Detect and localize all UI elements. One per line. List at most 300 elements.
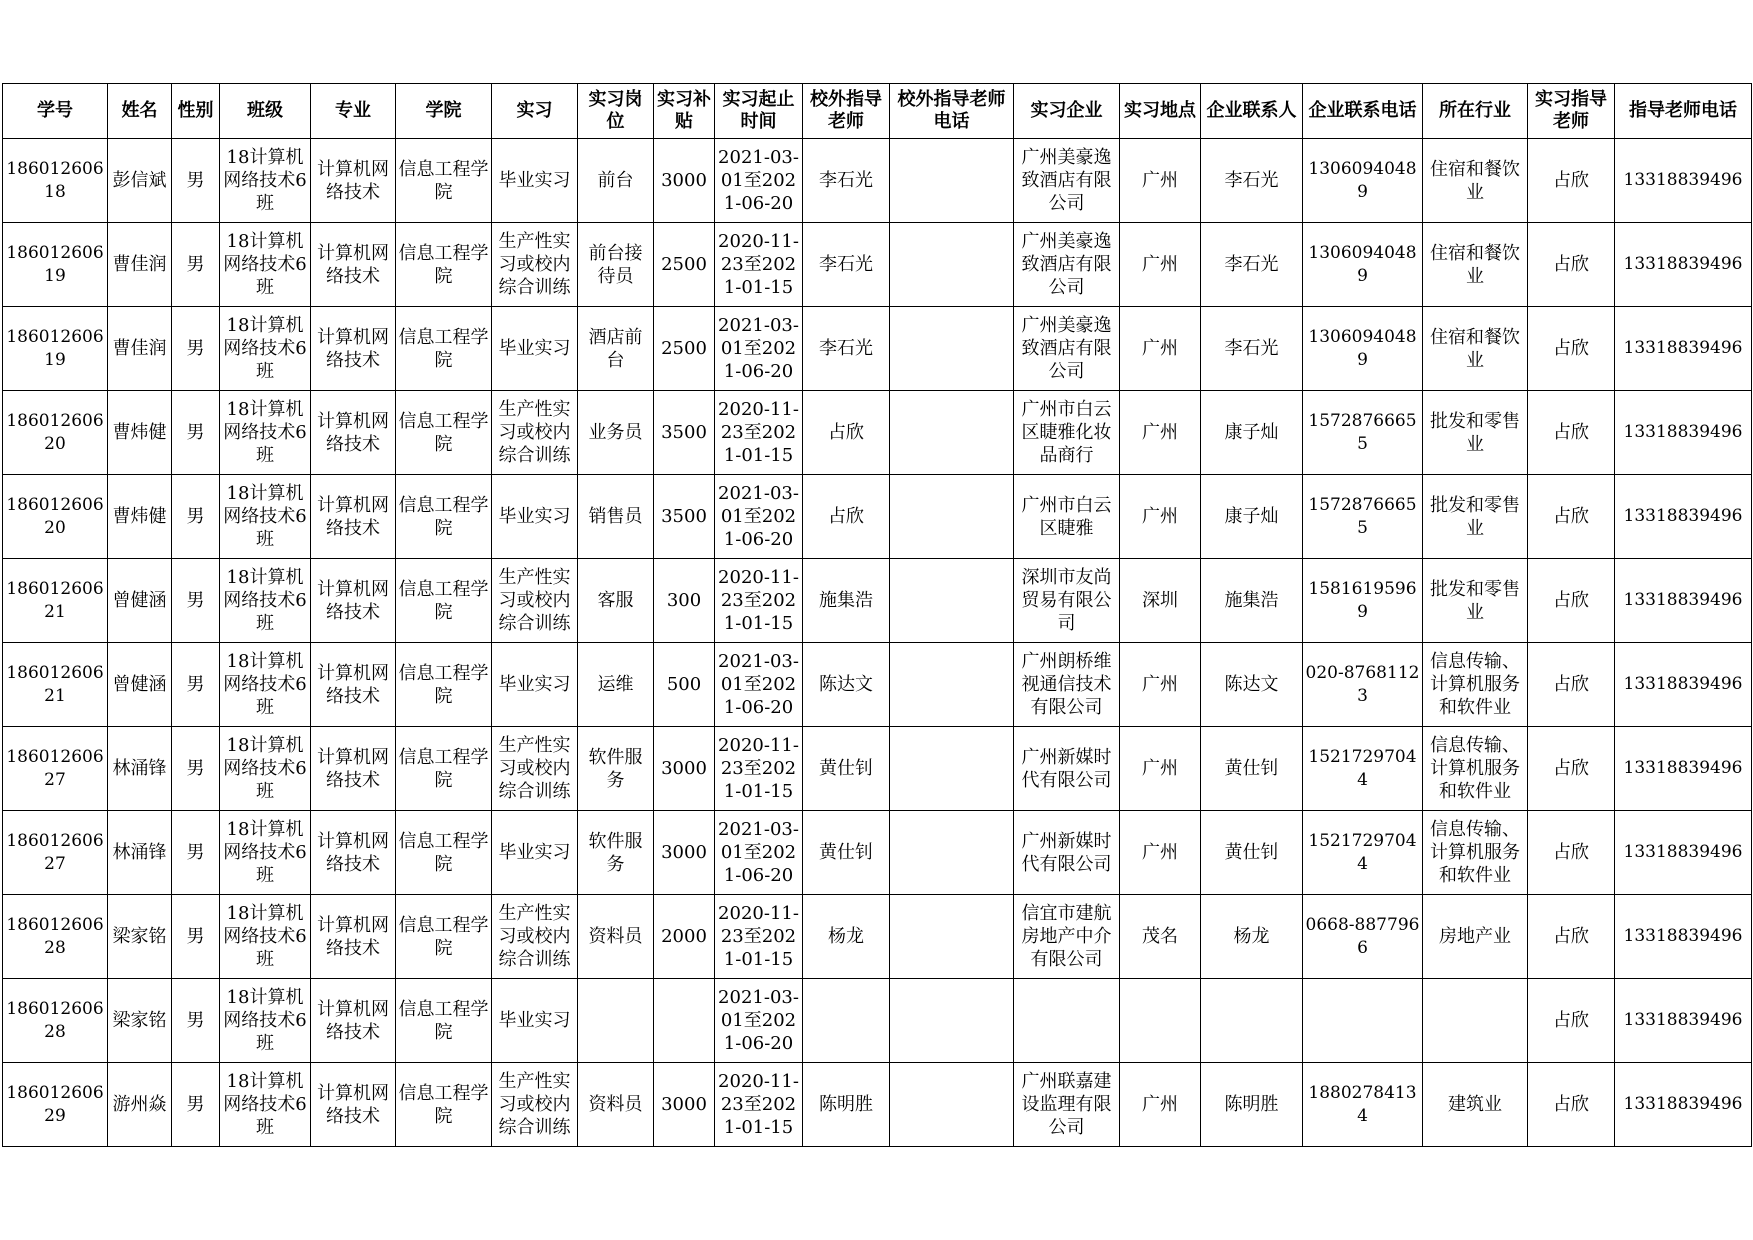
cell-period-text: 2021-03-01至2021-06-20 <box>718 315 799 382</box>
cell-position-text: 前台接待员 <box>588 242 643 287</box>
cell-internship-type-text: 毕业实习 <box>498 842 571 863</box>
cell-period-text: 2021-03-01至2021-06-20 <box>718 651 799 718</box>
cell-name-text: 曹佳润 <box>112 338 167 359</box>
cell-college-text: 信息工程学院 <box>398 830 489 875</box>
cell-instructor-phone <box>1615 475 1752 559</box>
cell-class-text: 18计算机网络技术6班 <box>223 819 307 886</box>
cell-college <box>396 979 492 1063</box>
cell-company-contact <box>1201 1063 1303 1147</box>
cell-company-text: 广州联嘉建设监理有限公司 <box>1021 1071 1112 1138</box>
cell-external-mentor-text: 施集浩 <box>819 590 873 611</box>
cell-student-id-text: 18601260619 <box>6 326 104 370</box>
table-row <box>3 307 1752 391</box>
cell-class <box>220 979 311 1063</box>
col-header-external-mentor: 校外指导老师 <box>803 84 890 139</box>
cell-subsidy <box>654 475 715 559</box>
cell-internship-type <box>492 727 578 811</box>
cell-external-mentor <box>803 1063 890 1147</box>
cell-location <box>1120 727 1201 811</box>
cell-subsidy <box>654 811 715 895</box>
cell-internship-type-text: 毕业实习 <box>498 674 571 695</box>
cell-gender <box>172 307 220 391</box>
cell-major-text: 计算机网络技术 <box>317 830 389 875</box>
cell-name-text: 游州焱 <box>112 1094 167 1115</box>
cell-major <box>311 727 396 811</box>
cell-company <box>1014 139 1120 223</box>
cell-position <box>578 979 654 1063</box>
cell-student-id <box>3 559 108 643</box>
cell-class <box>220 559 311 643</box>
cell-internship-type <box>492 139 578 223</box>
cell-company-phone <box>1303 643 1423 727</box>
cell-subsidy-text: 2000 <box>661 926 707 947</box>
cell-major <box>311 475 396 559</box>
cell-company-contact <box>1201 391 1303 475</box>
cell-student-id-text: 18601260628 <box>6 998 104 1042</box>
cell-college-text: 信息工程学院 <box>398 326 489 371</box>
cell-class <box>220 811 311 895</box>
cell-industry <box>1423 979 1528 1063</box>
cell-company-phone-text: 15728766655 <box>1308 494 1417 538</box>
cell-instructor-text: 占欣 <box>1553 590 1589 611</box>
cell-company-text: 广州市白云区睫雅化妆品商行 <box>1021 399 1112 466</box>
cell-gender <box>172 139 220 223</box>
cell-external-mentor-text: 占欣 <box>828 422 864 443</box>
cell-student-id-text: 18601260619 <box>6 242 104 286</box>
cell-company-phone <box>1303 307 1423 391</box>
cell-location <box>1120 811 1201 895</box>
cell-major <box>311 139 396 223</box>
cell-company-phone <box>1303 895 1423 979</box>
cell-company-phone-text: 18802784134 <box>1308 1082 1417 1126</box>
col-header-company: 实习企业 <box>1014 84 1120 139</box>
cell-student-id-text: 18601260627 <box>6 746 104 790</box>
table-row <box>3 475 1752 559</box>
cell-subsidy <box>654 895 715 979</box>
cell-period-text: 2020-11-23至2021-01-15 <box>718 903 799 970</box>
cell-name-text: 梁家铭 <box>112 1010 167 1031</box>
cell-company-phone <box>1303 1063 1423 1147</box>
cell-name <box>108 391 172 475</box>
cell-instructor-phone-text: 13318839496 <box>1623 842 1743 862</box>
table-row <box>3 895 1752 979</box>
cell-instructor-text: 占欣 <box>1553 842 1589 863</box>
col-header-industry: 所在行业 <box>1423 84 1528 139</box>
cell-instructor <box>1528 1063 1615 1147</box>
cell-student-id-text: 18601260618 <box>6 158 104 202</box>
cell-internship-type-text: 生产性实习或校内综合训练 <box>498 399 571 466</box>
cell-instructor <box>1528 307 1615 391</box>
cell-company-text: 广州新媒时代有限公司 <box>1021 830 1112 875</box>
cell-name-text: 曹炜健 <box>112 506 167 527</box>
cell-company-phone <box>1303 811 1423 895</box>
cell-company-phone <box>1303 727 1423 811</box>
cell-external-mentor-phone <box>890 979 1014 1063</box>
cell-student-id <box>3 727 108 811</box>
cell-company <box>1014 223 1120 307</box>
cell-company <box>1014 895 1120 979</box>
cell-college <box>396 223 492 307</box>
cell-company <box>1014 307 1120 391</box>
cell-college <box>396 307 492 391</box>
cell-company <box>1014 979 1120 1063</box>
cell-industry-text: 房地产业 <box>1439 926 1511 947</box>
cell-instructor-phone <box>1615 223 1752 307</box>
cell-external-mentor-phone <box>890 727 1014 811</box>
cell-internship-type-text: 生产性实习或校内综合训练 <box>498 735 571 802</box>
cell-instructor-phone-text: 13318839496 <box>1623 338 1743 358</box>
cell-company-contact-text: 李石光 <box>1224 170 1279 191</box>
cell-internship-type-text: 毕业实习 <box>498 506 571 527</box>
cell-external-mentor-phone <box>890 643 1014 727</box>
cell-student-id-text: 18601260621 <box>6 662 104 706</box>
cell-gender <box>172 643 220 727</box>
cell-external-mentor-text: 李石光 <box>819 338 873 359</box>
cell-location-text: 广州 <box>1142 422 1178 443</box>
cell-major-text: 计算机网络技术 <box>317 1082 389 1127</box>
cell-college <box>396 895 492 979</box>
cell-student-id-text: 18601260620 <box>6 494 104 538</box>
cell-class-text: 18计算机网络技术6班 <box>223 399 307 466</box>
cell-position-text: 前台 <box>597 170 634 191</box>
cell-internship-type <box>492 979 578 1063</box>
col-header-instructor: 实习指导老师 <box>1528 84 1615 139</box>
cell-company-text: 广州新媒时代有限公司 <box>1021 746 1112 791</box>
cell-company-contact <box>1201 643 1303 727</box>
cell-instructor-phone <box>1615 559 1752 643</box>
cell-industry <box>1423 811 1528 895</box>
cell-name <box>108 895 172 979</box>
cell-company-text: 深圳市友尚贸易有限公司 <box>1021 567 1112 634</box>
cell-company-text: 信宜市建航房地产中介有限公司 <box>1021 903 1112 970</box>
cell-instructor <box>1528 139 1615 223</box>
cell-subsidy-text: 300 <box>666 590 702 611</box>
cell-location-text: 广州 <box>1142 1094 1178 1115</box>
cell-student-id-text: 18601260621 <box>6 578 104 622</box>
cell-instructor-phone-text: 13318839496 <box>1623 422 1743 442</box>
cell-student-id <box>3 307 108 391</box>
cell-location <box>1120 475 1201 559</box>
cell-company-contact-text: 李石光 <box>1224 338 1279 359</box>
cell-class-text: 18计算机网络技术6班 <box>223 651 307 718</box>
cell-industry-text: 住宿和餐饮业 <box>1430 242 1520 287</box>
cell-student-id <box>3 223 108 307</box>
table-row <box>3 811 1752 895</box>
cell-external-mentor-phone <box>890 139 1014 223</box>
cell-major-text: 计算机网络技术 <box>317 326 389 371</box>
cell-class-text: 18计算机网络技术6班 <box>223 903 307 970</box>
cell-gender <box>172 391 220 475</box>
cell-major-text: 计算机网络技术 <box>317 746 389 791</box>
cell-company-phone-text: 0668-8877966 <box>1305 914 1420 958</box>
cell-period-text: 2020-11-23至2021-01-15 <box>718 567 799 634</box>
cell-company-contact <box>1201 979 1303 1063</box>
cell-instructor-phone-text: 13318839496 <box>1623 590 1743 610</box>
cell-industry <box>1423 475 1528 559</box>
cell-company-phone-text: 15816195969 <box>1308 578 1417 622</box>
cell-major <box>311 307 396 391</box>
cell-gender <box>172 223 220 307</box>
cell-industry <box>1423 223 1528 307</box>
col-header-company-phone: 企业联系电话 <box>1303 84 1423 139</box>
cell-company-contact <box>1201 811 1303 895</box>
cell-subsidy <box>654 307 715 391</box>
cell-instructor-phone-text: 13318839496 <box>1623 926 1743 946</box>
cell-college-text: 信息工程学院 <box>398 578 489 623</box>
cell-subsidy-text: 3000 <box>661 842 707 863</box>
cell-position-text: 客服 <box>597 590 634 611</box>
cell-instructor <box>1528 559 1615 643</box>
cell-period-text: 2020-11-23至2021-01-15 <box>718 735 799 802</box>
cell-company-phone <box>1303 223 1423 307</box>
col-header-gender: 性别 <box>172 84 220 139</box>
cell-major <box>311 223 396 307</box>
cell-industry-text: 住宿和餐饮业 <box>1430 326 1520 371</box>
cell-student-id <box>3 475 108 559</box>
cell-student-id-text: 18601260628 <box>6 914 104 958</box>
cell-college <box>396 391 492 475</box>
cell-college <box>396 727 492 811</box>
cell-company-text: 广州美豪逸致酒店有限公司 <box>1021 315 1112 382</box>
cell-location <box>1120 643 1201 727</box>
cell-class <box>220 727 311 811</box>
cell-subsidy <box>654 979 715 1063</box>
cell-internship-type <box>492 391 578 475</box>
cell-name <box>108 727 172 811</box>
cell-location <box>1120 1063 1201 1147</box>
col-header-student-id: 学号 <box>3 84 108 139</box>
cell-external-mentor <box>803 223 890 307</box>
cell-major <box>311 895 396 979</box>
cell-company <box>1014 559 1120 643</box>
cell-subsidy-text: 2500 <box>661 254 707 275</box>
cell-external-mentor-text: 陈达文 <box>819 674 873 695</box>
cell-internship-type <box>492 643 578 727</box>
cell-instructor-text: 占欣 <box>1553 338 1589 359</box>
cell-company-phone <box>1303 559 1423 643</box>
cell-position-text: 软件服务 <box>588 746 643 791</box>
cell-major <box>311 979 396 1063</box>
cell-gender-text: 男 <box>186 254 205 275</box>
col-header-name: 姓名 <box>108 84 172 139</box>
cell-industry <box>1423 139 1528 223</box>
cell-company-contact <box>1201 727 1303 811</box>
cell-class <box>220 223 311 307</box>
cell-company-phone-text: 020-87681123 <box>1305 662 1420 706</box>
cell-instructor <box>1528 643 1615 727</box>
cell-instructor-text: 占欣 <box>1553 170 1589 191</box>
cell-industry <box>1423 1063 1528 1147</box>
cell-internship-type-text: 毕业实习 <box>498 1010 571 1031</box>
cell-major-text: 计算机网络技术 <box>317 914 389 959</box>
cell-company <box>1014 643 1120 727</box>
cell-company-contact <box>1201 223 1303 307</box>
cell-position <box>578 475 654 559</box>
cell-external-mentor <box>803 811 890 895</box>
cell-student-id <box>3 139 108 223</box>
cell-class <box>220 475 311 559</box>
cell-student-id <box>3 895 108 979</box>
cell-period-text: 2021-03-01至2021-06-20 <box>718 147 799 214</box>
cell-instructor-phone <box>1615 979 1752 1063</box>
cell-period <box>715 307 803 391</box>
cell-gender <box>172 475 220 559</box>
cell-student-id-text: 18601260620 <box>6 410 104 454</box>
cell-company-contact-text: 黄仕钊 <box>1224 842 1279 863</box>
cell-instructor-text: 占欣 <box>1553 926 1589 947</box>
cell-position <box>578 643 654 727</box>
header-row <box>3 84 1752 139</box>
cell-instructor-phone <box>1615 895 1752 979</box>
cell-position <box>578 223 654 307</box>
cell-major-text: 计算机网络技术 <box>317 998 389 1043</box>
cell-subsidy-text: 3000 <box>661 1094 707 1115</box>
cell-position-text: 销售员 <box>588 506 643 527</box>
cell-external-mentor-text: 黄仕钊 <box>819 842 873 863</box>
cell-college <box>396 475 492 559</box>
cell-gender-text: 男 <box>186 1010 205 1031</box>
cell-company-contact <box>1201 307 1303 391</box>
cell-location-text: 深圳 <box>1142 590 1178 611</box>
cell-company-text: 广州朗桥维视通信技术有限公司 <box>1021 651 1112 718</box>
cell-period-text: 2020-11-23至2021-01-15 <box>718 231 799 298</box>
cell-position-text: 业务员 <box>588 422 643 443</box>
cell-class-text: 18计算机网络技术6班 <box>223 315 307 382</box>
cell-gender <box>172 727 220 811</box>
cell-name <box>108 979 172 1063</box>
cell-instructor <box>1528 475 1615 559</box>
cell-period <box>715 223 803 307</box>
cell-name <box>108 559 172 643</box>
cell-student-id <box>3 979 108 1063</box>
col-header-external-mentor-phone: 校外指导老师电话 <box>890 84 1014 139</box>
cell-name <box>108 811 172 895</box>
cell-instructor-text: 占欣 <box>1553 1010 1589 1031</box>
cell-company-contact-text: 陈达文 <box>1224 674 1279 695</box>
cell-internship-type <box>492 559 578 643</box>
cell-major-text: 计算机网络技术 <box>317 494 389 539</box>
cell-company-phone-text: 15217297044 <box>1308 746 1417 790</box>
cell-gender-text: 男 <box>186 1094 205 1115</box>
col-header-subsidy: 实习补贴 <box>654 84 715 139</box>
cell-instructor-phone-text: 13318839496 <box>1623 674 1743 694</box>
cell-internship-type <box>492 811 578 895</box>
cell-external-mentor-text: 李石光 <box>819 170 873 191</box>
cell-name-text: 曾健涵 <box>112 590 167 611</box>
cell-major-text: 计算机网络技术 <box>317 242 389 287</box>
col-header-company-contact: 企业联系人 <box>1201 84 1303 139</box>
cell-name-text: 彭信斌 <box>112 170 167 191</box>
cell-class-text: 18计算机网络技术6班 <box>223 1071 307 1138</box>
cell-external-mentor-text: 黄仕钊 <box>819 758 873 779</box>
cell-college <box>396 139 492 223</box>
cell-name-text: 林涌锋 <box>112 758 167 779</box>
cell-position-text: 资料员 <box>588 1094 643 1115</box>
cell-industry-text: 批发和零售业 <box>1430 578 1520 623</box>
cell-position-text: 运维 <box>597 674 634 695</box>
cell-gender-text: 男 <box>186 926 205 947</box>
cell-class-text: 18计算机网络技术6班 <box>223 147 307 214</box>
cell-instructor-phone-text: 13318839496 <box>1623 758 1743 778</box>
cell-company-contact <box>1201 559 1303 643</box>
cell-company-contact <box>1201 895 1303 979</box>
cell-position <box>578 307 654 391</box>
cell-class-text: 18计算机网络技术6班 <box>223 483 307 550</box>
cell-gender-text: 男 <box>186 422 205 443</box>
cell-college-text: 信息工程学院 <box>398 410 489 455</box>
cell-period <box>715 643 803 727</box>
cell-instructor-phone <box>1615 307 1752 391</box>
cell-location-text: 广州 <box>1142 170 1178 191</box>
cell-internship-type-text: 生产性实习或校内综合训练 <box>498 903 571 970</box>
cell-company-text: 广州美豪逸致酒店有限公司 <box>1021 147 1112 214</box>
cell-name-text: 林涌锋 <box>112 842 167 863</box>
cell-company-phone <box>1303 391 1423 475</box>
cell-subsidy <box>654 643 715 727</box>
cell-period-text: 2020-11-23至2021-01-15 <box>718 1071 799 1138</box>
cell-company-phone-text: 13060940489 <box>1308 242 1417 286</box>
cell-instructor-text: 占欣 <box>1553 506 1589 527</box>
cell-company <box>1014 391 1120 475</box>
cell-subsidy-text: 3500 <box>661 422 707 443</box>
cell-location <box>1120 391 1201 475</box>
table-row <box>3 643 1752 727</box>
cell-industry <box>1423 895 1528 979</box>
cell-gender <box>172 979 220 1063</box>
cell-industry <box>1423 643 1528 727</box>
cell-external-mentor-phone <box>890 895 1014 979</box>
cell-college-text: 信息工程学院 <box>398 1082 489 1127</box>
cell-period <box>715 391 803 475</box>
cell-position-text: 软件服务 <box>588 830 643 875</box>
cell-location <box>1120 895 1201 979</box>
col-header-internship-type: 实习 <box>492 84 578 139</box>
cell-industry-text: 信息传输、计算机服务和软件业 <box>1430 819 1520 886</box>
cell-internship-type <box>492 1063 578 1147</box>
cell-location-text: 广州 <box>1142 758 1178 779</box>
cell-name <box>108 139 172 223</box>
cell-period <box>715 475 803 559</box>
cell-student-id <box>3 811 108 895</box>
cell-company-phone <box>1303 979 1423 1063</box>
cell-gender-text: 男 <box>186 758 205 779</box>
col-header-position: 实习岗位 <box>578 84 654 139</box>
cell-company-contact-text: 陈明胜 <box>1224 1094 1279 1115</box>
cell-external-mentor <box>803 895 890 979</box>
cell-industry-text: 信息传输、计算机服务和软件业 <box>1430 651 1520 718</box>
cell-instructor-text: 占欣 <box>1553 422 1589 443</box>
cell-subsidy <box>654 139 715 223</box>
cell-company-contact-text: 康子灿 <box>1224 422 1279 443</box>
cell-location-text: 茂名 <box>1142 926 1178 947</box>
cell-position <box>578 811 654 895</box>
cell-location <box>1120 223 1201 307</box>
cell-location-text: 广州 <box>1142 254 1178 275</box>
cell-subsidy-text: 2500 <box>661 338 707 359</box>
cell-company-phone-text: 15728766655 <box>1308 410 1417 454</box>
cell-industry-text: 批发和零售业 <box>1430 494 1520 539</box>
cell-college-text: 信息工程学院 <box>398 662 489 707</box>
cell-gender-text: 男 <box>186 338 205 359</box>
cell-company-contact <box>1201 475 1303 559</box>
cell-class <box>220 1063 311 1147</box>
table-row <box>3 391 1752 475</box>
cell-location-text: 广州 <box>1142 338 1178 359</box>
cell-name-text: 曹佳润 <box>112 254 167 275</box>
cell-period-text: 2021-03-01至2021-06-20 <box>718 987 799 1054</box>
cell-period <box>715 559 803 643</box>
cell-position <box>578 727 654 811</box>
